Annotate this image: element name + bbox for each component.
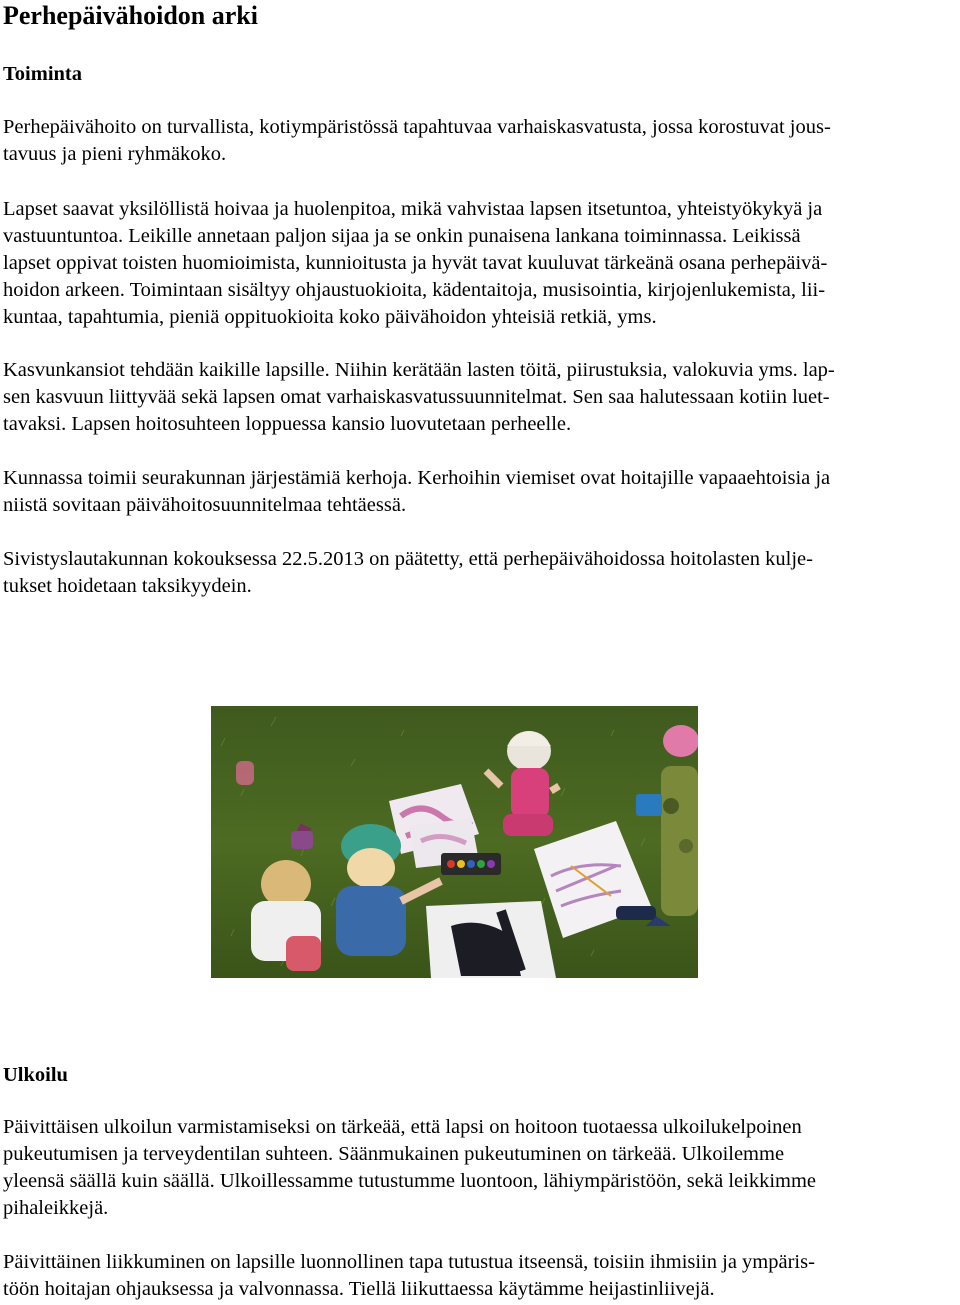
text-line: sen kasvuun liittyvää sekä lapsen omat varhaiskasvatussuunnitelmat. Sen saa halutessaan kotiin luet-	[3, 386, 830, 408]
page-title: Perhepäivähoidon arki	[3, 1, 258, 30]
section-heading-ulkoilu: Ulkoilu	[3, 1064, 68, 1086]
text-line: Sivistyslautakunnan kokouksessa 22.5.2013 on päätetty, että perhepäivähoidossa hoitolasten kulje-	[3, 548, 813, 570]
section-heading-toiminta: Toiminta	[3, 63, 82, 85]
photo-children-painting	[211, 706, 698, 978]
text-line: niistä sovitaan päivähoitosuunnitelmaa tehtäessä.	[3, 494, 407, 516]
text-line: yleensä säällä kuin säällä. Ulkoillessamme tutustumme luontoon, lähiympäristöön, sekä leikkimme	[3, 1170, 817, 1192]
text-line: Perhepäivähoito on turvallista, kotiympäristössä tapahtuvaa varhaiskasvatusta, jossa korostuvat jous-	[3, 116, 831, 138]
text-line: pukeutumisen ja terveydentilan suhteen. Säänmukainen pukeutuminen on tärkeää. Ulkoilemme	[3, 1143, 785, 1165]
text-line: tukset hoidetaan taksikyydein.	[3, 575, 252, 597]
text-line: vastuuntuntoa. Leikille annetaan paljon sijaa ja se onkin punaisena lankana toiminnassa. Leikissä	[3, 225, 801, 247]
text-line: hoidon arkeen. Toimintaan sisältyy ohjaustuokioita, kädentaitoja, musisointia, kirjojenlukemista, lii-	[3, 279, 826, 301]
paragraph	[3, 357, 958, 438]
paragraph	[3, 546, 958, 600]
paragraph	[3, 1114, 958, 1222]
text-line: tavuus ja pieni ryhmäkoko.	[3, 143, 227, 165]
paragraph	[3, 1249, 958, 1303]
text-line: Päivittäinen liikkuminen on lapsille luonnollinen tapa tutustua itseensä, toisiin ihmisiin ja ympäris-	[3, 1251, 815, 1273]
text-line: töön hoitajan ohjauksessa ja valvonnassa. Tiellä liikuttaessa käytämme heijastinliivejä.	[3, 1278, 715, 1300]
text-line: tavaksi. Lapsen hoitosuhteen loppuessa kansio luovutetaan perheelle.	[3, 413, 572, 435]
toy	[663, 725, 698, 757]
text-line: lapset oppivat toisten huomioimista, kunnioitusta ja hyvät tavat kuuluvat tärkeänä osana perhepäivä-	[3, 252, 828, 274]
text-line: Päivittäisen ulkoilun varmistamiseksi on tärkeää, että lapsi on hoitoon tuotaessa ulkoilukelpoinen	[3, 1116, 802, 1138]
text-line: Lapset saavat yksilöllistä hoivaa ja huolenpitoa, mikä vahvistaa lapsen itsetuntoa, yhteistyökykyä ja	[3, 198, 823, 220]
paragraph	[3, 114, 958, 168]
object	[236, 761, 254, 785]
paragraph	[3, 196, 958, 331]
bucket	[636, 794, 662, 816]
text-line: kuntaa, tapahtumia, pieniä oppituokioita koko päivähoidon yhteisiä retkiä, yms.	[3, 306, 657, 328]
paragraph	[3, 465, 958, 519]
text-line: Kasvunkansiot tehdään kaikille lapsille. Niihin kerätään lasten töitä, piirustuksia, valokuvia yms. lap-	[3, 359, 835, 381]
text-line: pihaleikkejä.	[3, 1197, 109, 1219]
photo-illustration	[211, 706, 698, 978]
text-line: Kunnassa toimii seurakunnan järjestämiä kerhoja. Kerhoihin viemiset ovat hoitajille vapaaehtoisia ja	[3, 467, 831, 489]
